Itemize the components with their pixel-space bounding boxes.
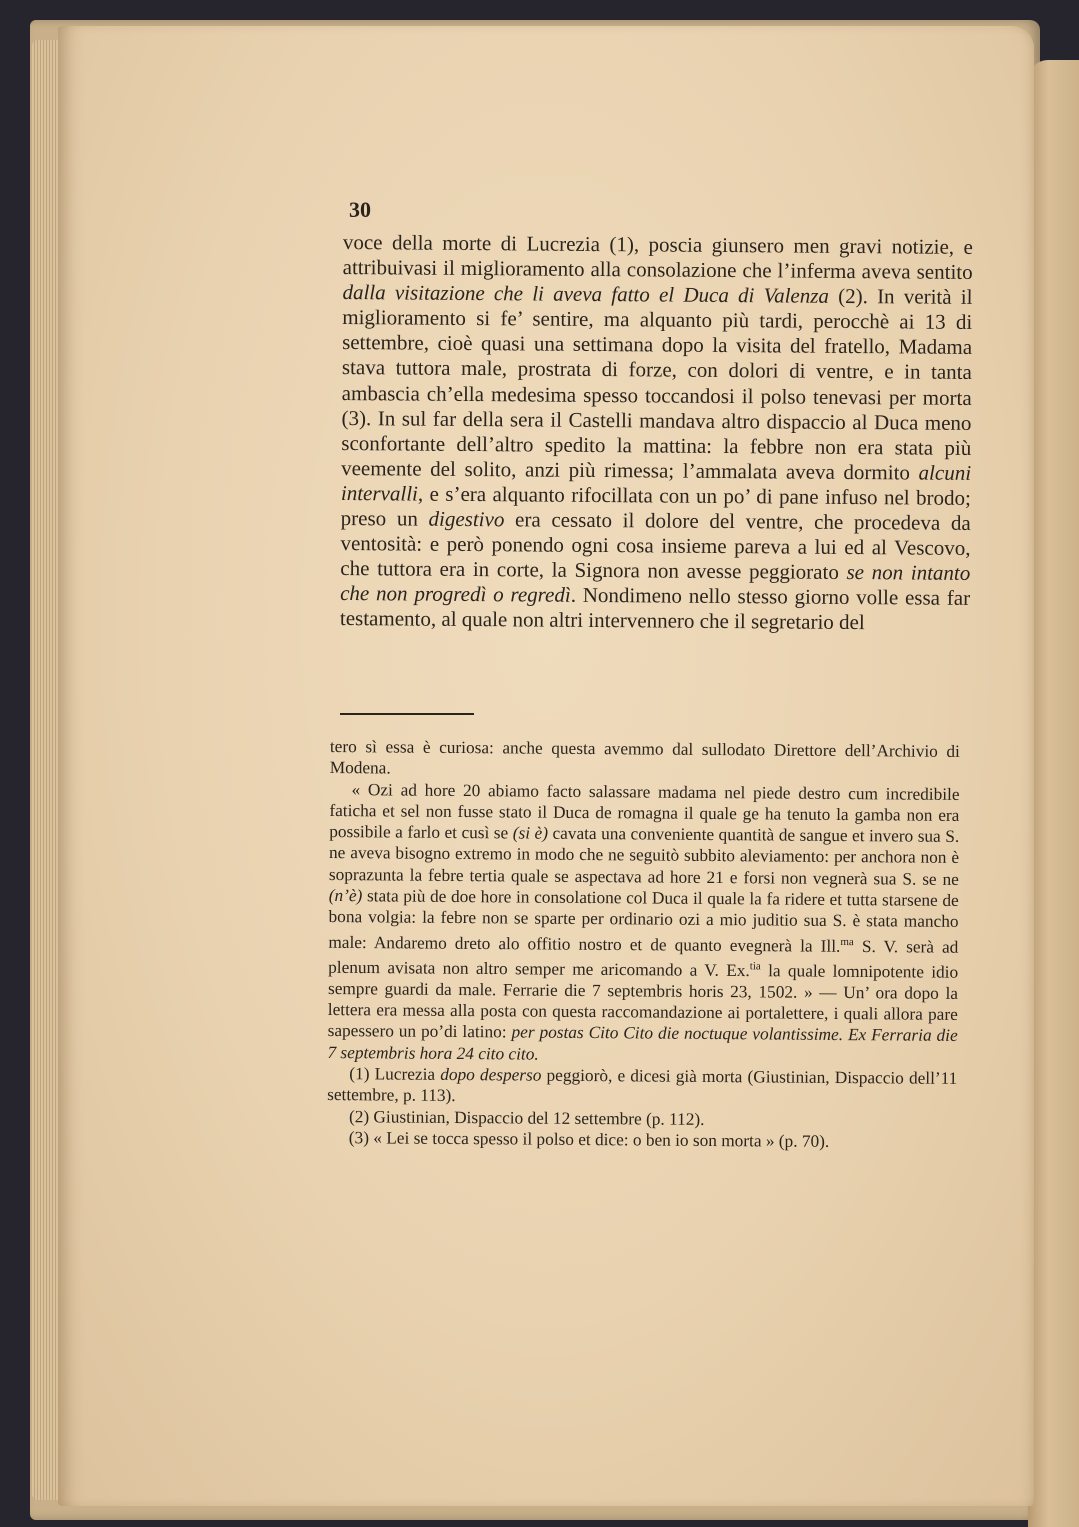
main-paragraph [340, 230, 973, 636]
letter-italic: (n’è) [328, 886, 363, 906]
main-text-span: . Nondimeno nello stesso giorno volle essa far testamento, al quale non altri intervennero che il segretario del [339, 583, 971, 635]
main-text-quote: dalla visitazione che li aveva fatto el Duca di Valenza [342, 280, 830, 309]
main-text-italic: se non intanto che non progredì o regredì [340, 560, 971, 608]
footnote-italic: dopo desperso [440, 1064, 542, 1085]
letter-italic: per postas Cito Cito die noctuque volantissime. Ex Ferraria die 7 septembris hora 24 cito cito. [327, 1022, 958, 1064]
letter-span: la quale lomnipotente idio sempre guardi da male. Ferrarie die 7 septembris horis 23, 1502. » — Un’ ora dopo la lettera era messa alla posta con questa raccomandazione ai portalettere, i quali allora pare sapessero un po’di latino: [327, 960, 959, 1042]
next-page-edge [1028, 60, 1079, 1527]
main-text-italic: alcuni intervalli [340, 460, 972, 506]
main-text-span: , e s’era alquanto rifocillata con un po’ di pane infuso nel brodo; preso un [340, 481, 972, 531]
letter-superscript: tia [749, 960, 761, 973]
letter-span: stata più de doe hore in consolatione col Duca il quale la fa ridere et tutta starsene de bona volgia: la febre non se sparte per ordinario ozi a mio juditio sua S. è stata mancho male: Andaremo dreto alo offitio nostro et de quanto evegnerà la Ill. [328, 886, 959, 956]
footnotes [327, 736, 960, 1153]
main-text-span: voce della morte di Lucrezia (1), poscia giunsero men gravi notizie, e attribuivasi il miglioramento alla consolazione che l’inferma aveva sentito [342, 230, 973, 285]
footnote-3: (3) « Lei se tocca spesso il polso et dice: o ben io son morta » (p. 70). [348, 1128, 830, 1151]
footnote-span: (1) Lucrezia [349, 1064, 441, 1084]
main-text-italic: digestivo [428, 506, 505, 532]
letter-italic: (si è) [512, 823, 549, 843]
footnote-1 [327, 1063, 957, 1111]
page-number: 30 [349, 197, 371, 222]
footnote-span: peggiorò, e dicesi già morta (Giustinian, Dispaccio dell’11 settembre, p. 113). [327, 1065, 958, 1106]
footnote-continuation: tero sì essa è curiosa: anche questa avemmo dal sullodato Direttore dell’Archivio di Modena. [329, 736, 960, 778]
main-text-span: (2). In verità il miglioramento si fe’ sentire, ma alquanto più tardi, perocchè ai 13 di settembre, cioè quasi una settimana dopo la visita del fratello, Madama stava tuttora male, prostrata di forze, con dolori di ventre, e in tanta ambascia ch’ella medesima spesso toccandosi il polso tenevasi per morta (3). In sul far della sera il Castelli mandava altro dispaccio al Duca meno sconfortante dell’altro spedito la mattina: la febbre non era stata più veemente del solito, anzi più rimessa; l’ammalata aveva dormito [341, 284, 973, 485]
page-edges [32, 40, 58, 1500]
main-text [340, 230, 973, 636]
letter-span: « Ozi ad hore 20 abiamo facto salassare madama nel piede destro cum incredibile faticha et sel non fusse stato il Duca de romagna il quale ge ha tenuto la gamba non era possibile a farlo et cusì se [329, 779, 960, 843]
main-text-span: era cessato il dolore del ventre, che procedeva da ventosità: e però ponendo ogni cosa insieme pareva a lui ed al Vescovo, che tuttora era in corte, la Signora non avesse peggiorato [340, 507, 971, 585]
footnote-separator [340, 713, 474, 715]
letter-superscript: ma [840, 935, 854, 948]
letter-quote [327, 779, 959, 1068]
letter-span: cavata una conveniente quantità de sangue et invero sua S. ne aveva bisogno extremo in modo che ne seguitò subbito aleviamento: per anchora non è soprazunta la febre tertia quale se aspectava ad hore 21 e forsi non vegnerà sua S. se ne [328, 823, 960, 889]
letter-span: S. V. serà ad plenum avisata non altro semper me aricomando a V. Ex. [328, 936, 959, 980]
footnote-2: (2) Giustinian, Dispaccio del 12 settembre (p. 112). [348, 1106, 705, 1129]
